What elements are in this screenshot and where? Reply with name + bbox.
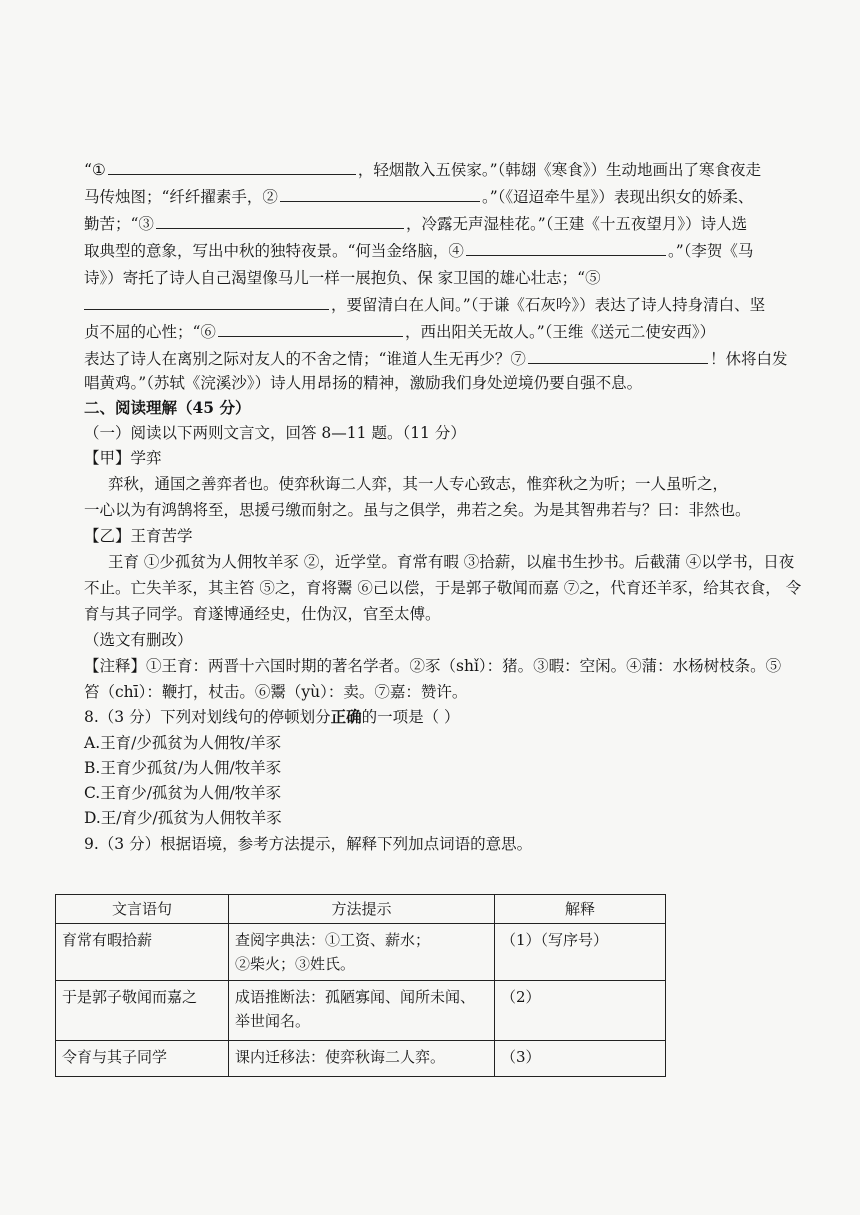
sentence-cell: 育常有暇拾薪 [56,924,229,981]
blank-4[interactable] [466,241,666,256]
option-c[interactable]: C.王育少/孤贫为人佣/牧羊豕 [84,784,282,802]
question-9-stem: 9.（3 分）根据语境，参考方法提示，解释下列加点词语的意思。 [84,835,533,853]
hint-cell: 查阅字典法：①工资、薪水； ②柴火；③姓氏。 [229,924,495,981]
blank-1[interactable] [108,160,356,175]
source-note: （选文有删改） [84,631,193,649]
blank-5[interactable] [84,295,329,310]
hint-cell: 成语推断法：孤陋寡闻、闻所未闻、 举世闻名。 [229,981,495,1041]
hint-cell: 课内迁移法：使弈秋诲二人弈。 [229,1041,495,1077]
answer-cell[interactable]: （2） [495,981,666,1041]
blank-3[interactable] [156,214,404,229]
blank-7[interactable] [528,349,708,364]
jia-title: 【甲】学弈 [84,449,162,467]
poem-line-6: ，要留清白在人间。”（于谦《石灰吟》）表达了诗人持身清白、坚 [84,295,816,315]
annotation-1: 【注释】①王育：两晋十六国时期的著名学者。②豕（shǐ）：猪。③暇：空闲。④蒲：水杨树枝条。⑤ [84,657,782,675]
sentence-cell: 于是郭子敬闻而嘉之 [56,981,229,1041]
yi-title: 【乙】王育苦学 [84,527,193,545]
poem-line-7: 贞不屈的心性；“⑥ ，西出阳关无故人。”（王维《送元二使安西》） [84,323,716,341]
header-answer: 解释 [495,895,666,924]
answer-cell[interactable]: （1）（写序号） [495,924,666,981]
explanation-table [55,894,666,1077]
jia-paragraph-2: 一心以为有鸿鹄将至，思援弓缴而射之。虽与之俱学，弗若之矣。为是其智弗若与？曰：非然也。 [84,501,751,519]
jia-paragraph-1: 弈秋，通国之善弈者也。使弈秋诲二人弈，其一人专心致志，惟弈秋之为听；一人虽听之， [108,475,729,493]
yi-paragraph-3: 育与其子同学。育遂博通经史，仕伪汉，官至太傅。 [84,605,441,623]
table-row [56,1041,666,1077]
sentence-cell: 令育与其子同学 [56,1041,229,1077]
blank-6[interactable] [218,322,403,337]
poem-line-3: 勤苦；“③ ，冷露无声湿桂花。”（王建《十五夜望月》）诗人选 [84,215,748,233]
poem-line-2: 马传烛图；“纤纤擢素手，② 。”（《迢迢牵牛星》）表现出织女的娇柔、 [84,188,754,206]
poem-line-9: 唱黄鸡。”（苏轼《浣溪沙》）诗人用昂扬的精神，激励我们身处逆境仍要自强不息。 [84,374,643,392]
header-sentence: 文言语句 [56,895,229,924]
part1-intro: （一）阅读以下两则文言文，回答 8—11 题。（11 分） [84,424,466,442]
question-8-stem: 8.（3 分）下列对划线句的停顿划分正确的一项是（ ） [84,707,460,726]
table-header-row [56,895,666,924]
table-row [56,924,666,981]
option-d[interactable]: D.王/育少/孤贫为人佣牧羊豕 [84,809,282,827]
poem-line-4: 取典型的意象，写出中秋的独特夜景。“何当金络脑，④ 。”（李贺《马 [84,242,754,260]
poem-line-8: 表达了诗人在离别之际对友人的不舍之情；“谁道人生无再少？⑦ ！休将白发 [84,350,788,368]
yi-paragraph-2: 不止。亡失羊豕，其主笞 ⑤之，育将鬻 ⑥己以偿，于是郭子敬闻而嘉 ⑦之，代育还羊豕，给其衣食， 令 [84,579,802,597]
section-title: 二、阅读理解（45 分） [84,398,251,417]
header-hint: 方法提示 [229,895,495,924]
option-a[interactable]: A.王育/少孤贫为人佣牧/羊豕 [84,734,282,752]
yi-paragraph-1: 王育 ①少孤贫为人佣牧羊豕 ②，近学堂。育常有暇 ③拾薪，以雇书生抄书。后截蒲 ④以学书，日夜 [108,553,795,571]
option-b[interactable]: B.王育少孤贫/为人佣/牧羊豕 [84,759,282,777]
poem-line-5: 诗》）寄托了诗人自己渴望像马儿一样一展抱负、保 家卫国的雄心壮志；“⑤ [84,269,601,287]
annotation-2: 笞（chī）：鞭打，杖击。⑥鬻（yù）：卖。⑦嘉：赞许。 [84,683,468,701]
blank-2[interactable] [280,187,480,202]
answer-cell[interactable]: （3） [495,1041,666,1077]
table-row [56,981,666,1041]
poem-line-1: “① ，轻烟散入五侯家。”（韩翃《寒食》）生动地画出了寒食夜走 [84,161,762,179]
